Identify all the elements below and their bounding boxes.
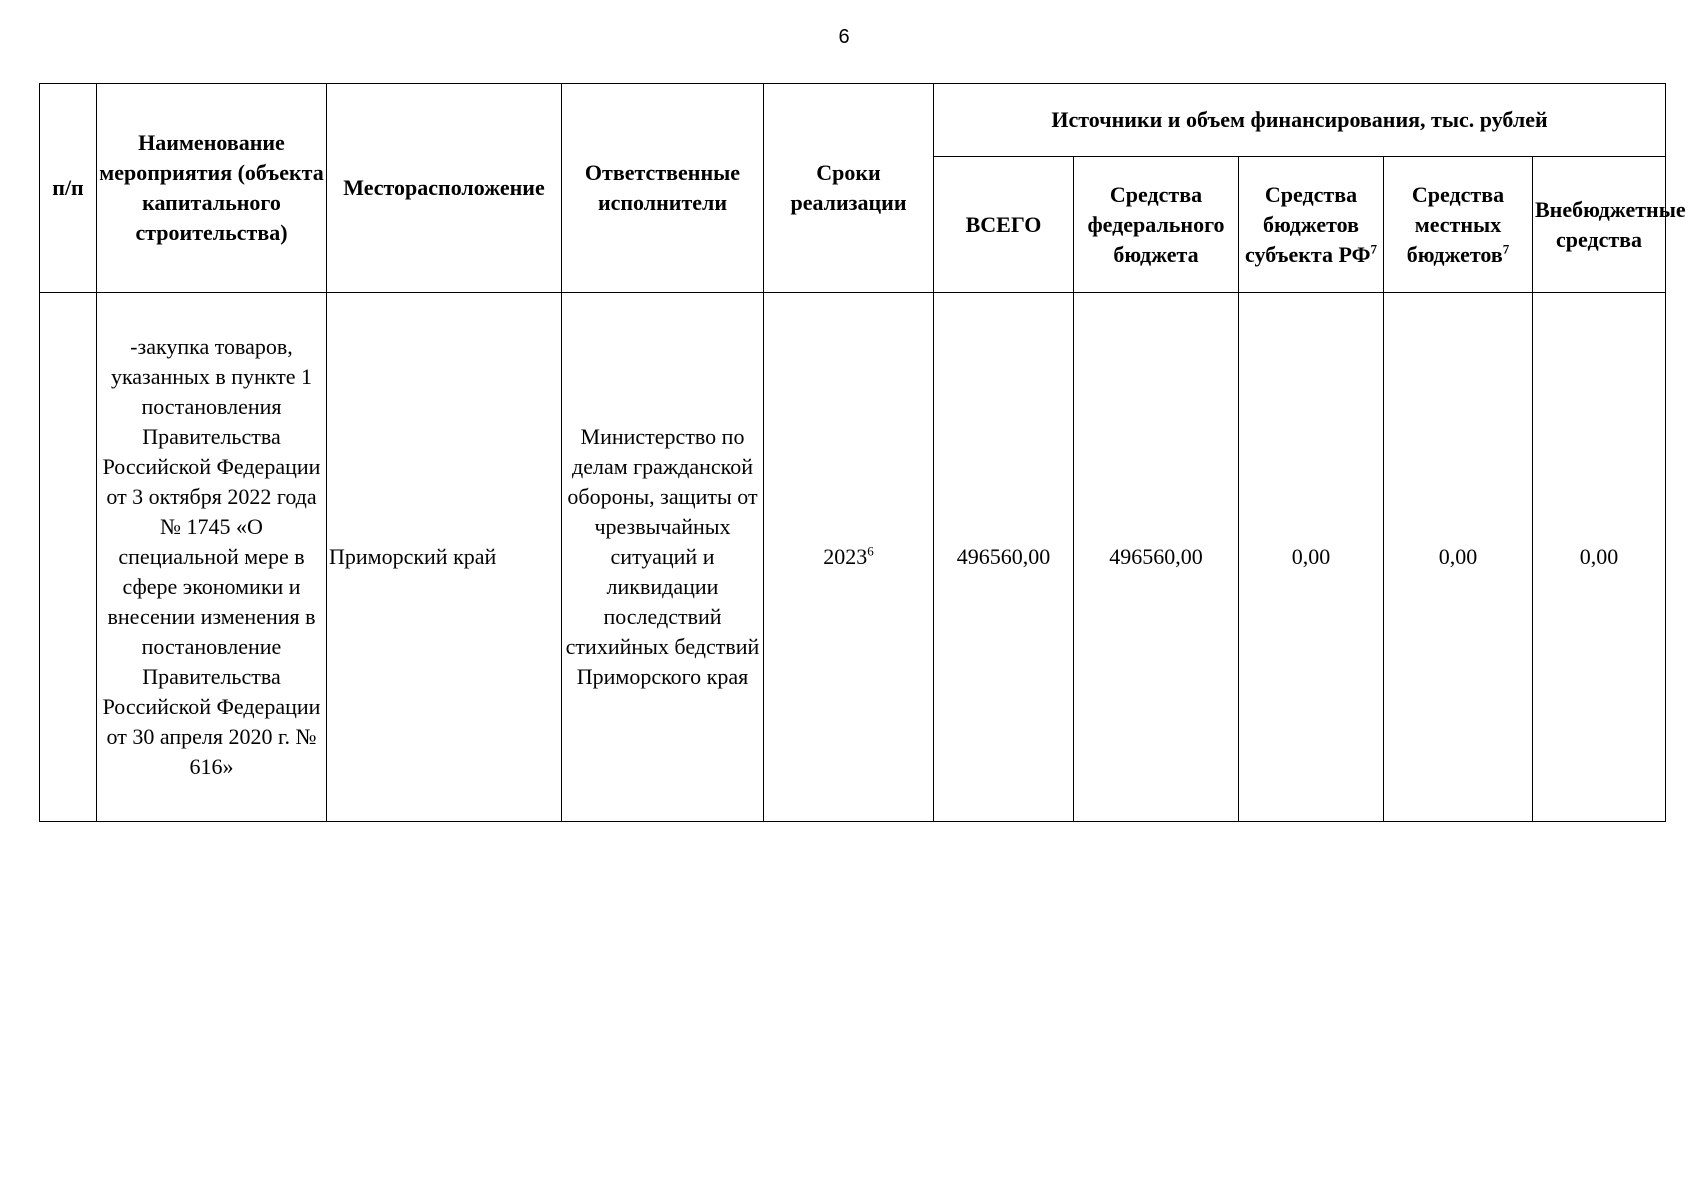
header-local bbox=[1384, 157, 1533, 293]
cell-total: 496560,00 bbox=[934, 293, 1074, 822]
cell-subject: 0,00 bbox=[1239, 293, 1384, 822]
header-num: п/п bbox=[40, 84, 97, 293]
table-row bbox=[40, 293, 1666, 822]
header-total: ВСЕГО bbox=[934, 157, 1074, 293]
header-local-footnote: 7 bbox=[1502, 241, 1510, 257]
header-location: Месторасположение bbox=[327, 84, 562, 293]
cell-period-value: 2023 bbox=[823, 544, 868, 569]
header-row-top bbox=[40, 84, 1666, 157]
cell-executors: Министерство по делам гражданской обороны, защиты от чрезвычайных ситуаций и ликвидации последствий стихийных бедствий Приморского края bbox=[562, 293, 764, 822]
cell-extra: 0,00 bbox=[1533, 293, 1666, 822]
header-executors: Ответственные исполнители bbox=[562, 84, 764, 293]
cell-num bbox=[40, 293, 97, 822]
header-subject bbox=[1239, 157, 1384, 293]
header-local-label: Средства местных бюджетов bbox=[1406, 181, 1505, 267]
header-period: Сроки реализации bbox=[764, 84, 934, 293]
cell-period-footnote: 6 bbox=[867, 543, 874, 559]
header-name: Наименование мероприятия (объекта капитального строительства) bbox=[97, 84, 327, 293]
cell-federal: 496560,00 bbox=[1074, 293, 1239, 822]
header-federal: Средства федерального бюджета bbox=[1074, 157, 1239, 293]
financing-table bbox=[39, 83, 1686, 822]
cell-name: -закупка товаров, указанных в пункте 1 постановления Правительства Российской Федерации от 3 октября 2022 года № 1745 «О специальной мере в сфере экономики и внесении изменения в постановление Правительства Российской Федерации от 30 апреля 2020 г. № 616» bbox=[97, 293, 327, 822]
cell-local: 0,00 bbox=[1384, 293, 1533, 822]
page-number: 6 bbox=[838, 26, 850, 48]
header-funding-group: Источники и объем финансирования, тыс. рублей bbox=[934, 84, 1666, 157]
cell-location: Приморский край bbox=[327, 293, 562, 822]
header-extra: Внебюджетные средства bbox=[1533, 157, 1666, 293]
header-subject-label: Средства бюджетов субъекта РФ bbox=[1245, 181, 1371, 267]
cell-period bbox=[764, 293, 934, 822]
header-subject-footnote: 7 bbox=[1370, 241, 1377, 257]
